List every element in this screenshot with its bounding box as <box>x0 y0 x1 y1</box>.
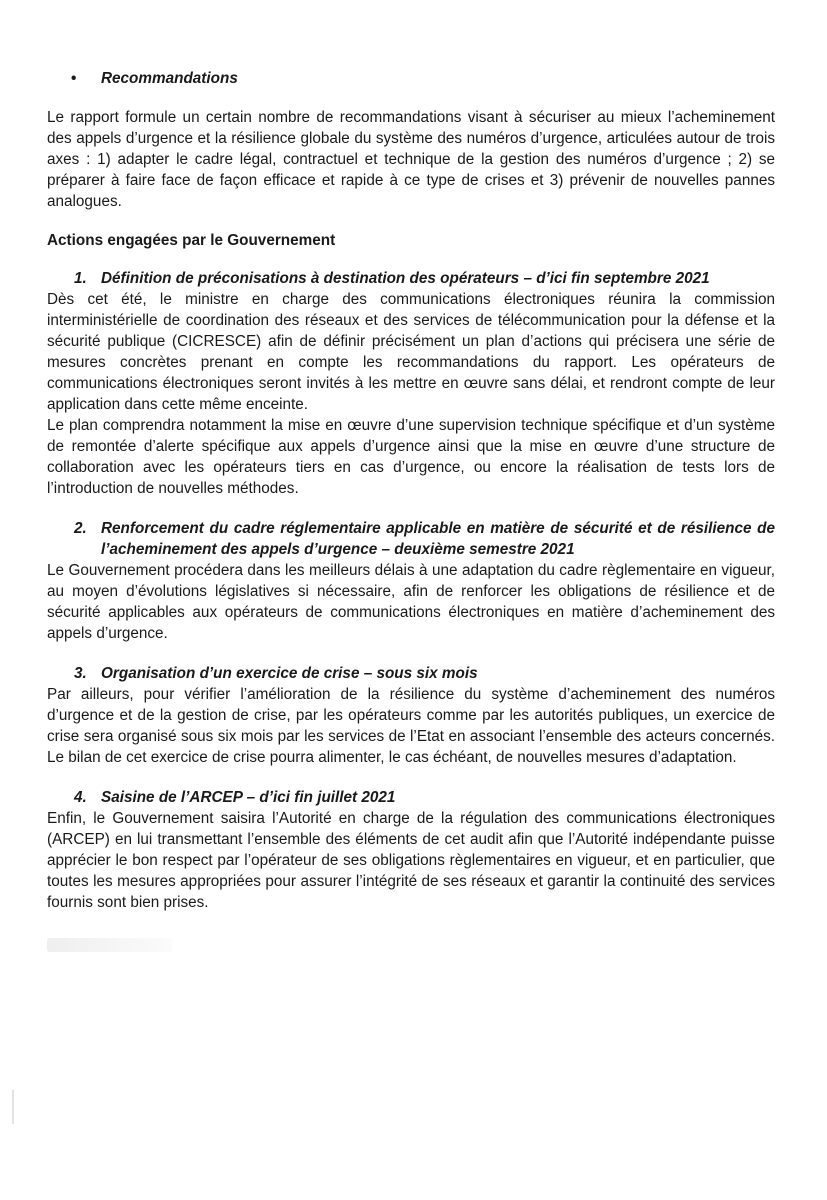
action-paragraph-4: Enfin, le Gouvernement saisira l’Autorité en charge de la régulation des communications électroniques (ARCEP) en lui transmettant l’ensemble des éléments de cet audit afin que l’Autorité indépendante puisse apprécier le bon respect par l’opérateur de ses obligations règlementaires en vigueur, et en particulier, que toutes les mesures appropriées pour assurer l’intégrité de ses réseaux et garantir la continuité des services fournis sont bien prises. <box>47 810 775 911</box>
action-number-3: 3. <box>74 665 87 682</box>
action-title-text-2: Renforcement du cadre réglementaire applicable en matière de sécurité et de résilience de l’acheminement des appels d’urgence – deuxième semestre 2021 <box>101 520 775 558</box>
action-title-text-3: Organisation d’un exercice de crise – sous six mois <box>101 665 478 682</box>
action-item-4 <box>47 787 775 913</box>
action-number-1: 1. <box>74 270 87 287</box>
action-title-1 <box>47 268 775 289</box>
action-item-3 <box>47 663 775 768</box>
action-title-2 <box>47 518 775 560</box>
action-number-2: 2. <box>74 520 87 537</box>
action-paragraph-1a: Dès cet été, le ministre en charge des communications électroniques réunira la commission interministérielle de coordination des réseaux et des services de télécommunication pour la défense et la sécurité publique (CICRESCE) afin de définir précisément un plan d’actions qui précisera une série de mesures concrètes prenant en compte les recommandations du rapport. Les opérateurs de communications électroniques seront invités à les mettre en œuvre sans délai, et rendront compte de leur application dans cette même enceinte. <box>47 291 775 413</box>
action-title-4 <box>47 787 775 808</box>
scan-edge-artifact <box>12 1090 14 1124</box>
action-title-3 <box>47 663 775 684</box>
action-paragraph-2: Le Gouvernement procédera dans les meilleurs délais à une adaptation du cadre règlementaire en vigueur, au moyen d’évolutions législatives si nécessaire, afin de renforcer les obligations de résilience et de sécurité applicables aux opérateurs de communications électroniques en matière d’acheminement des appels d’urgence. <box>47 562 775 642</box>
bullet-icon: • <box>71 70 77 87</box>
action-paragraph-3: Par ailleurs, pour vérifier l’amélioration de la résilience du système d’acheminement des numéros d’urgence et de la gestion de crise, par les opérateurs comme par les autorités publiques, un exercice de crise sera organisé sous six mois par les services de l’Etat en associant l’ensemble des acteurs concernés. Le bilan de cet exercice de crise pourra alimenter, le cas échéant, de nouvelles mesures d’adaptation. <box>47 686 775 766</box>
recommandations-heading <box>47 68 775 89</box>
action-title-text-4: Saisine de l’ARCEP – d’ici fin juillet 2021 <box>101 789 396 806</box>
recommandations-heading-text: Recommandations <box>101 70 238 87</box>
action-title-text-1: Définition de préconisations à destination des opérateurs – d’ici fin septembre 2021 <box>101 270 710 287</box>
document-page <box>47 68 775 932</box>
actions-section-title: Actions engagées par le Gouvernement <box>47 232 336 249</box>
faded-text-artifact <box>47 938 172 952</box>
action-item-2 <box>47 518 775 644</box>
action-item-1 <box>47 268 775 499</box>
recommandations-paragraph: Le rapport formule un certain nombre de recommandations visant à sécuriser au mieux l’acheminement des appels d’urgence et la résilience globale du système des numéros d’urgence, articulées autour de trois axes : 1) adapter le cadre légal, contractuel et technique de la gestion des numéros d’urgence ; 2) se préparer à faire face de façon efficace et rapide à ce type de crises et 3) prévenir de nouvelles pannes analogues. <box>47 109 775 210</box>
action-paragraph-1b: Le plan comprendra notamment la mise en œuvre d’une supervision technique spécifique et d’un système de remontée d’alerte spécifique aux appels d’urgence ainsi que la mise en œuvre d’une structure de collaboration avec les opérateurs tiers en cas d’urgence, ou encore la réalisation de tests lors de l’introduction de nouvelles méthodes. <box>47 417 775 497</box>
action-number-4: 4. <box>74 789 87 806</box>
